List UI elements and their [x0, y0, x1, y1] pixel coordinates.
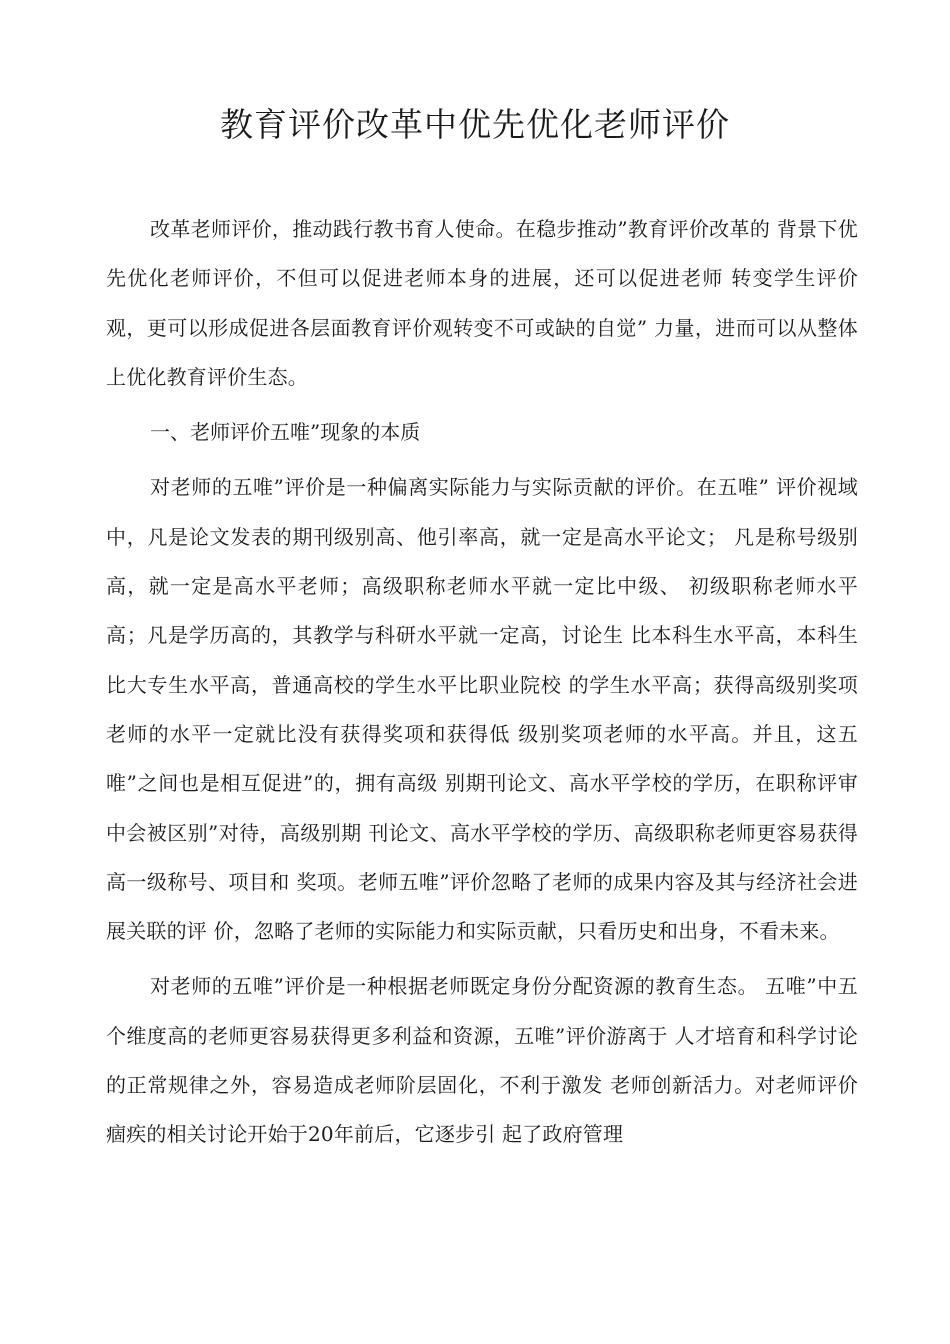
paragraph-intro: 改革老师评价，推动践行教书育人使命。在稳步推动”教育评价改革的 背景下优先优化老师评价，不但可以促进老师本身的进展，还可以促进老师 转变学生评价观，更可以形成促进各层面教育评价观转变不可或缺的自觉” 力量，进而可以从整体上优化教育评价生态。: [106, 217, 858, 389]
document-body: [106, 205, 858, 1166]
section-heading: 一、老师评价五唯”现象的本质: [150, 420, 421, 445]
paragraph-nature-1: 对老师的五唯”评价是一种偏离实际能力与实际贡献的评价。在五唯” 评价视域中，凡是论文发表的期刊级别高、他引率高，就一定是高水平论文； 凡是称号级别高，就一定是高水平老师；高级职称老师水平就一定比中级、 初级职称老师水平高；凡是学历高的，其教学与科研水平就一定高，讨论生 比本科生水平高，本科生比大专生水平高，普通高校的学生水平比职业院校 的学生水平高；获得高级别奖项老师的水平一定就比没有获得奖项和获得低 级别奖项老师的水平高。并且，这五唯”之间也是相互促进”的，拥有高级 别期刊论文、高水平学校的学历，在职称评审中会被区别”对待，高级别期 刊论文、高水平学校的学历、高级职称老师更容易获得高一级称号、项目和 奖项。老师五唯”评价忽略了老师的成果内容及其与经济社会进展关联的评 价，忽略了老师的实际能力和实际贡献，只看历史和出身，不看未来。: [106, 475, 858, 944]
document-title: 教育评价改革中优先优化老师评价: [220, 105, 730, 144]
paragraph-nature-2: 对老师的五唯”评价是一种根据老师既定身份分配资源的教育生态。 五唯”中五个维度高的老师更容易获得更多利益和资源，五唯”评价游离于 人才培育和科学讨论的正常规律之外，容易造成老师阶层固化，不利于激发 老师创新活力。对老师评价痼疾的相关讨论开始于20年前后，它逐步引 起了政府管理: [106, 974, 858, 1147]
